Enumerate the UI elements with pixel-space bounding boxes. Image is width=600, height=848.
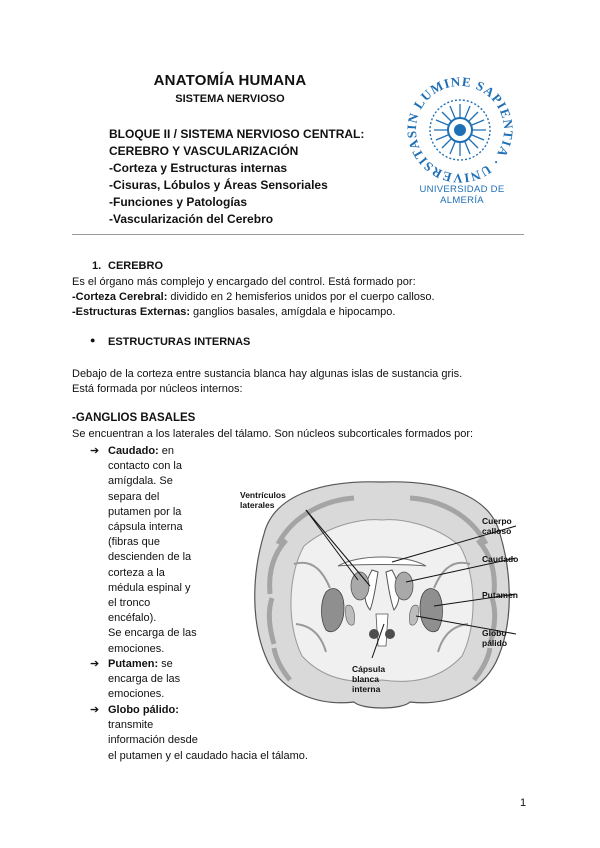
estructuras-line-1: Debajo de la corteza entre sustancia blanca hay algunas islas de sustancia gris.: [72, 368, 463, 380]
section-number: 1.: [92, 260, 102, 272]
globo-line: el putamen y el caudado hacia el tálamo.: [108, 749, 308, 762]
page-number: 1: [520, 797, 527, 809]
caudado-line: descienden de la: [108, 551, 192, 564]
putamen-label: Putamen:: [108, 658, 159, 670]
externas-text: ganglios basales, amígdala e hipocampo.: [190, 306, 396, 318]
caudado-line: amígdala. Se: [108, 475, 173, 488]
arrow-right-icon: ➔: [90, 704, 100, 716]
bloque-heading-line-1: BLOQUE II / SISTEMA NERVIOSO CENTRAL:: [109, 127, 365, 141]
corteza-label: -Corteza Cerebral:: [72, 291, 168, 303]
caudado-line: médula espinal y: [108, 581, 191, 594]
estructuras-line-2: Está formada por núcleos internos:: [72, 383, 243, 395]
bloque-topic-2: -Cisuras, Lóbulos y Áreas Sensoriales: [109, 178, 328, 192]
globo-label: Globo pálido:: [108, 704, 179, 716]
putamen-line: emociones.: [108, 688, 165, 701]
label-ventriculos: Ventrículos laterales: [240, 490, 286, 510]
header-divider: [72, 234, 524, 235]
bloque-topic-1: -Corteza y Estructuras internas: [109, 161, 288, 175]
corteza-line: [72, 290, 435, 305]
estructuras-heading: ESTRUCTURAS INTERNAS: [108, 336, 251, 348]
bloque-topic-4: -Vascularización del Cerebro: [109, 212, 274, 226]
section-heading: CEREBRO: [108, 260, 164, 272]
putamen-block: [108, 657, 204, 703]
brain-coronal-figure: [234, 474, 530, 718]
caudado-line: (fibras que: [108, 536, 160, 549]
caudado-line: separa del: [108, 490, 160, 503]
globo-line: transmite: [108, 719, 154, 732]
label-caudado: Caudado: [482, 554, 519, 564]
university-seal-icon: [398, 76, 522, 200]
caudado-line: cápsula interna: [108, 521, 183, 534]
caudado-block: [108, 444, 204, 657]
caudado-line: el tronco: [108, 597, 151, 610]
globo-line: información desde: [108, 734, 198, 747]
caudado-line: putamen por la: [108, 505, 182, 518]
corteza-text: dividido en 2 hemisferios unidos por el cuerpo calloso.: [167, 291, 435, 303]
caudado-line: encéfalo).: [108, 612, 157, 625]
caudado-line: Se encarga de las: [108, 627, 197, 640]
bloque-topic-3: -Funciones y Patologías: [109, 195, 248, 209]
putamen-line: encarga de las: [108, 673, 181, 686]
caudado-label: Caudado:: [108, 445, 159, 457]
svg-text:IN LUMINE SAPIENTIA · UNIVERSI: IN LUMINE SAPIENTIA · UNIVERSITAS: [403, 76, 517, 187]
section-intro: Es el órgano más complejo y encargado del control. Está formado por:: [72, 276, 416, 288]
ganglios-heading: -GANGLIOS BASALES: [72, 412, 196, 424]
arrow-right-icon: ➔: [90, 658, 100, 670]
label-putamen: Putamen: [482, 590, 518, 600]
caudado-line: contacto con la: [108, 460, 182, 473]
externas-line: [72, 305, 395, 320]
bullet-icon: ●: [90, 335, 96, 345]
university-logo: [398, 76, 522, 200]
caudado-line: corteza a la: [108, 566, 165, 579]
document-subtitle: SISTEMA NERVIOSO: [175, 93, 285, 105]
university-name: UNIVERSIDAD DE ALMERÍA: [419, 184, 505, 206]
ganglios-intro: Se encuentran a los laterales del tálamo. Son núcleos subcorticales formados por:: [72, 428, 474, 440]
label-capsula-interna: Cápsula blanca interna: [352, 664, 386, 694]
caudado-line: en: [158, 445, 175, 457]
putamen-line: se: [158, 658, 173, 670]
externas-label: -Estructuras Externas:: [72, 306, 190, 318]
document-title: ANATOMÍA HUMANA: [153, 72, 307, 89]
label-globo-palido: Globo pálido: [482, 628, 508, 648]
arrow-right-icon: ➔: [90, 445, 100, 457]
label-cuerpo-calloso: Cuerpo calloso: [482, 516, 512, 536]
bloque-heading-line-2: CEREBRO Y VASCULARIZACIÓN: [109, 144, 299, 158]
caudado-line: emociones.: [108, 642, 165, 655]
